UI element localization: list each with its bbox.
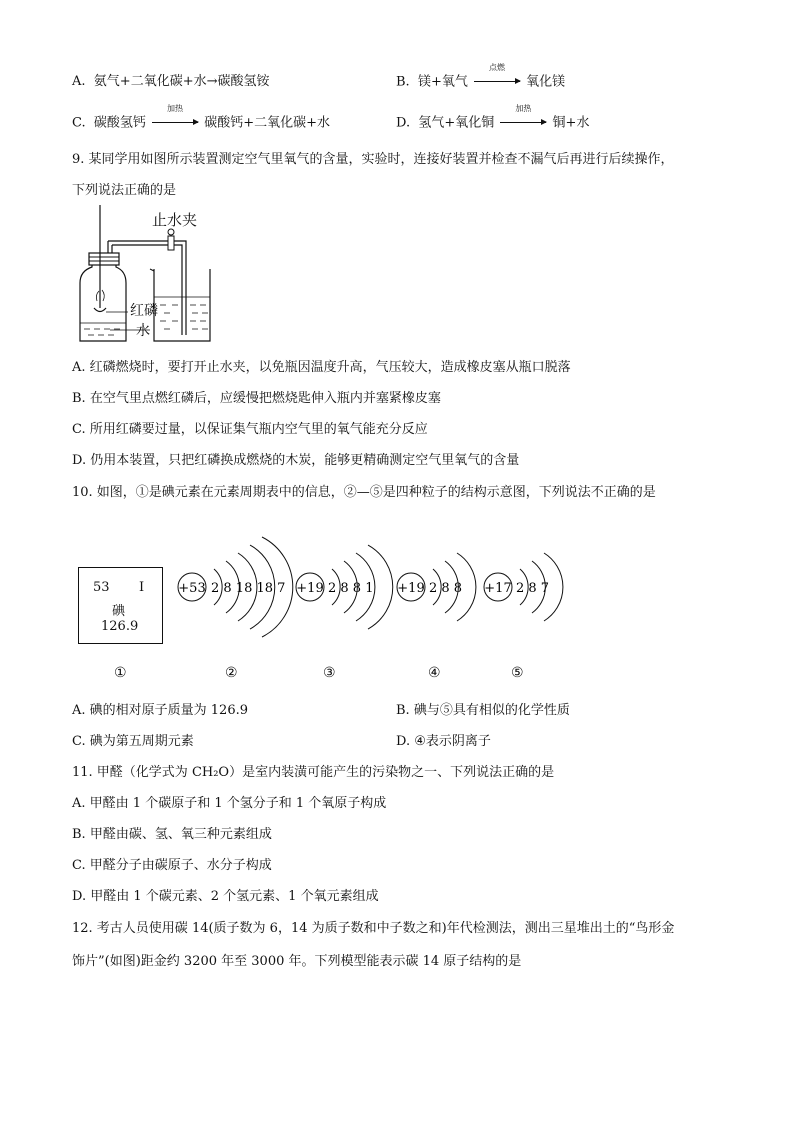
- reaction-arrow: →: [206, 74, 218, 89]
- electron-config: 2 8 18 18 7: [211, 581, 286, 596]
- element-name: 碘: [112, 604, 126, 619]
- particle-3-diagram: [296, 545, 393, 629]
- q9-option-c: C. 所用红磷要过量，以保证集气瓶内空气里的氧气能充分反应: [72, 422, 428, 437]
- phosphorus-label: 红磷: [130, 303, 158, 319]
- q9-option-a: A. 红磷燃烧时，要打开止水夹，以免瓶因温度升高，气压较大，造成橡皮塞从瓶口脱落: [72, 360, 571, 375]
- water-label: 水: [136, 323, 150, 339]
- q11-option-a: A. 甲醛由 1 个碳原子和 1 个氢分子和 1 个氧原子构成: [72, 796, 387, 811]
- electron-config: 2 8 8 1: [328, 581, 374, 596]
- electron-config: 2 8 8: [429, 581, 463, 596]
- figure-label-5: ⑤: [511, 665, 524, 681]
- q10-option-a: A. 碘的相对原子质量为 126.9: [72, 703, 249, 718]
- q9-option-d: D. 仍用本装置，只把红磷换成燃烧的木炭，能够更精确测定空气里氧气的含量: [72, 453, 520, 468]
- q10-stem: 10. 如图，①是碘元素在元素周期表中的信息，②—⑤是四种粒子的结构示意图，下列说法不正确的是: [72, 485, 656, 500]
- q9-apparatus-figure: [70, 205, 230, 345]
- particle-5-diagram: [484, 553, 563, 621]
- reaction-arrow: 点燃: [474, 73, 520, 91]
- q11-stem: 11. 甲醛（化学式为 CH₂O）是室内装潢可能产生的污染物之一、下列说法正确的是: [72, 765, 555, 780]
- q8-option-c: C. 碳酸氢钙 加热 碳酸钙+二氧化碳+水: [72, 104, 330, 131]
- nucleus-label: +53: [178, 581, 206, 596]
- figure-label-2: ②: [225, 665, 238, 681]
- q11-option-d: D. 甲醛由 1 个碳元素、2 个氢元素、1 个氧元素组成: [72, 889, 379, 904]
- nucleus-label: +19: [296, 581, 324, 596]
- particle-4-diagram: [397, 553, 476, 621]
- atomic-mass: 126.9: [101, 619, 139, 634]
- q9-option-b: B. 在空气里点燃红磷后，应缓慢把燃烧匙伸入瓶内并塞紧橡皮塞: [72, 391, 441, 406]
- reaction-arrow: 加热: [152, 114, 198, 132]
- iodine-periodic-cell: [78, 567, 163, 644]
- figure-label-1: ①: [114, 665, 127, 681]
- figure-label-4: ④: [428, 665, 441, 681]
- reaction-arrow: 加热: [500, 114, 546, 132]
- electron-config: 2 8 7: [516, 581, 550, 596]
- clamp-label: 止水夹: [152, 211, 198, 229]
- q12-stem-line1: 12. 考古人员使用碳 14(质子数为 6，14 为质子数和中子数之和)年代检测法，测出三星堆出土的“鸟形金: [72, 921, 675, 936]
- q8-option-b: B. 镁+氧气 点燃 氧化镁: [396, 63, 566, 90]
- atomic-number: 53: [93, 580, 110, 595]
- element-symbol: I: [139, 580, 145, 595]
- particle-structure-diagrams: [170, 525, 570, 655]
- q10-option-c: C. 碘为第五周期元素: [72, 734, 194, 749]
- q11-option-b: B. 甲醛由碳、氢、氧三种元素组成: [72, 827, 272, 842]
- q10-option-b: B. 碘与⑤具有相似的化学性质: [396, 703, 570, 718]
- q9-stem-line2: 下列说法正确的是: [72, 183, 177, 198]
- q8-option-d: D. 氢气+氧化铜 加热 铜+水: [396, 104, 590, 131]
- q10-option-d: D. ④表示阴离子: [396, 734, 491, 749]
- figure-label-3: ③: [323, 665, 336, 681]
- q11-option-c: C. 甲醛分子由碳原子、水分子构成: [72, 858, 272, 873]
- q8-option-a: A. 氨气+二氧化碳+水→碳酸氢铵: [72, 74, 270, 89]
- nucleus-label: +19: [397, 581, 425, 596]
- q12-stem-line2: 饰片”(如图)距金约 3200 年至 3000 年。下列模型能表示碳 14 原子结构的是: [72, 954, 522, 969]
- particle-2-diagram: [178, 537, 293, 637]
- q9-stem-line1: 9. 某同学用如图所示装置测定空气里氧气的含量，实验时，连接好装置并检查不漏气后再进行后续操作，: [72, 152, 674, 167]
- nucleus-label: +17: [484, 581, 512, 596]
